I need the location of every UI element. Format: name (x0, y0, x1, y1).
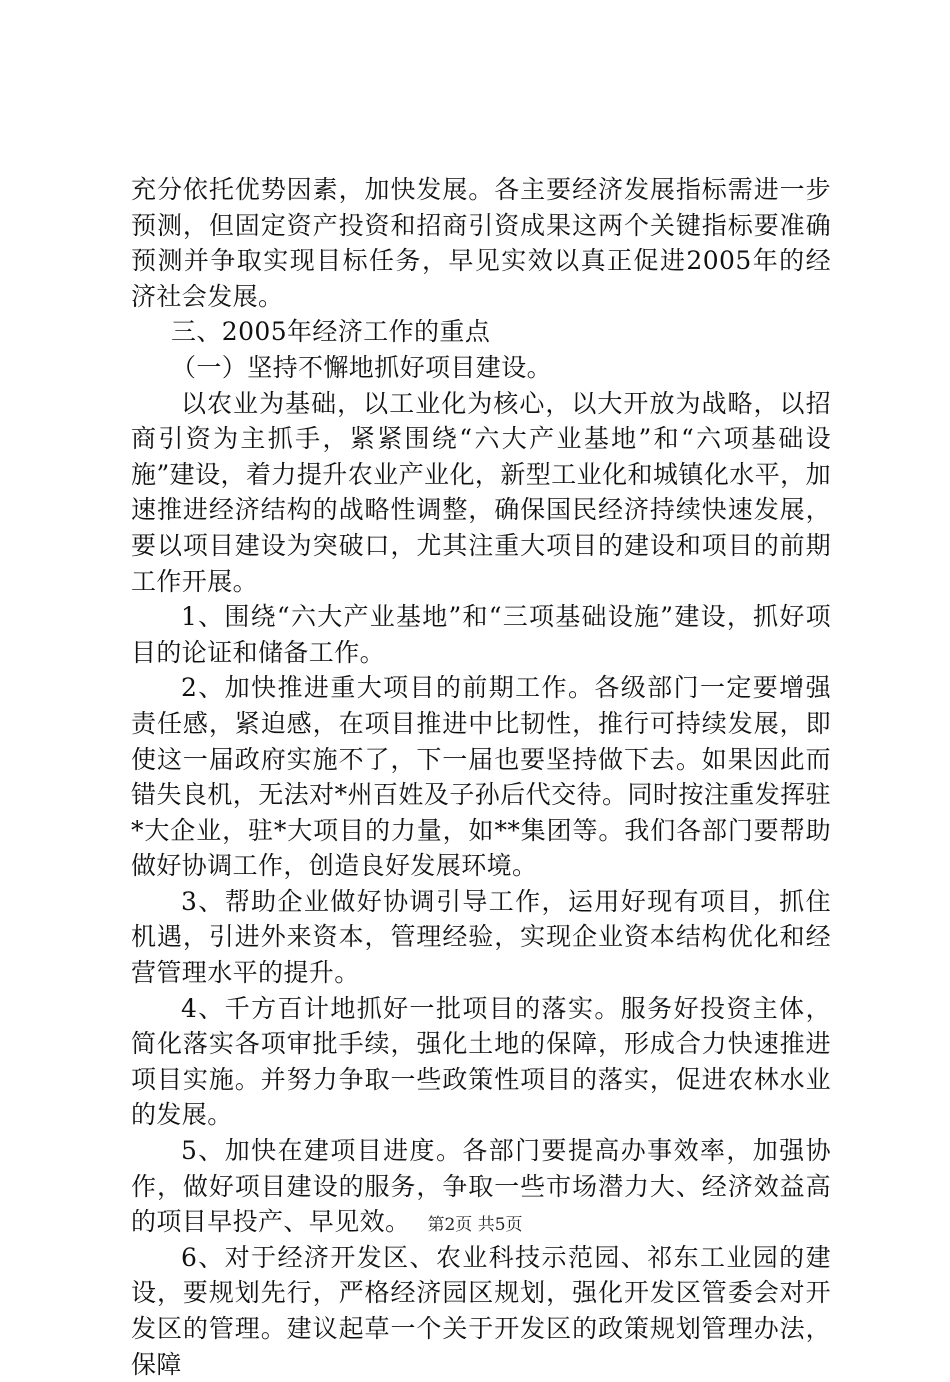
section-heading-three: 三、2005年经济工作的重点 (171, 317, 491, 347)
document-body (131, 172, 831, 1382)
paragraph-intro: 以农业为基础，以工业化为核心，以大开放为战略，以招商引资为主抓手，紧紧围绕“六大产业基地”和“六项基础设施”建设，着力提升农业产业化，新型工业化和城镇化水平，加速推进经济结构的战略性调整，确保国民经济持续快速发展，要以项目建设为突破口，尤其注重大项目的建设和项目的前期工作开展。 (131, 388, 831, 596)
page-number-footer: 第2页 共5页 (427, 1215, 523, 1235)
list-item-3: 3、帮助企业做好协调引导工作，运用好现有项目，抓住机遇，引进外来资本，管理经验，实现企业资本结构优化和经营管理水平的提升。 (131, 886, 831, 988)
list-item-6: 6、对于经济开发区、农业科技示范园、祁东工业园的建设，要规划先行，严格经济园区规划，强化开发区管委会对开发区的管理。建议起草一个关于开发区的政策规划管理办法，保障 (131, 1242, 831, 1379)
list-item-2: 2、加快推进重大项目的前期工作。各级部门一定要增强责任感，紧迫感，在项目推进中比韧性，推行可持续发展，即使这一届政府实施不了，下一届也要坚持做下去。如果因此而错失良机，无法对*州百姓及子孙后代交待。同时按注重发挥驻*大企业，驻*大项目的力量，如**集团等。我们各部门要帮助做好协调工作，创造良好发展环境。 (131, 673, 831, 881)
paragraph-continuation: 充分依托优势因素，加快发展。各主要经济发展指标需进一步预测，但固定资产投资和招商引资成果这两个关键指标要准确预测并争取实现目标任务，早见实效以真正促进2005年的经济社会发展。 (131, 175, 831, 311)
list-item-4: 4、千方百计地抓好一批项目的落实。服务好投资主体，简化落实各项审批手续，强化土地的保障，形成合力快速推进项目实施。并努力争取一些政策性项目的落实，促进农林水业的发展。 (131, 993, 831, 1130)
list-item-5: 5、加快在建项目进度。各部门要提高办事效率，加强协作，做好项目建设的服务，争取一些市场潜力大、经济效益高的项目早投产、早见效。 (131, 1136, 831, 1237)
list-item-1: 1、围绕“六大产业基地”和“三项基础设施”建设，抓好项目的论证和储备工作。 (131, 602, 831, 667)
subsection-heading-one: （一）坚持不懈地抓好项目建设。 (171, 352, 553, 382)
